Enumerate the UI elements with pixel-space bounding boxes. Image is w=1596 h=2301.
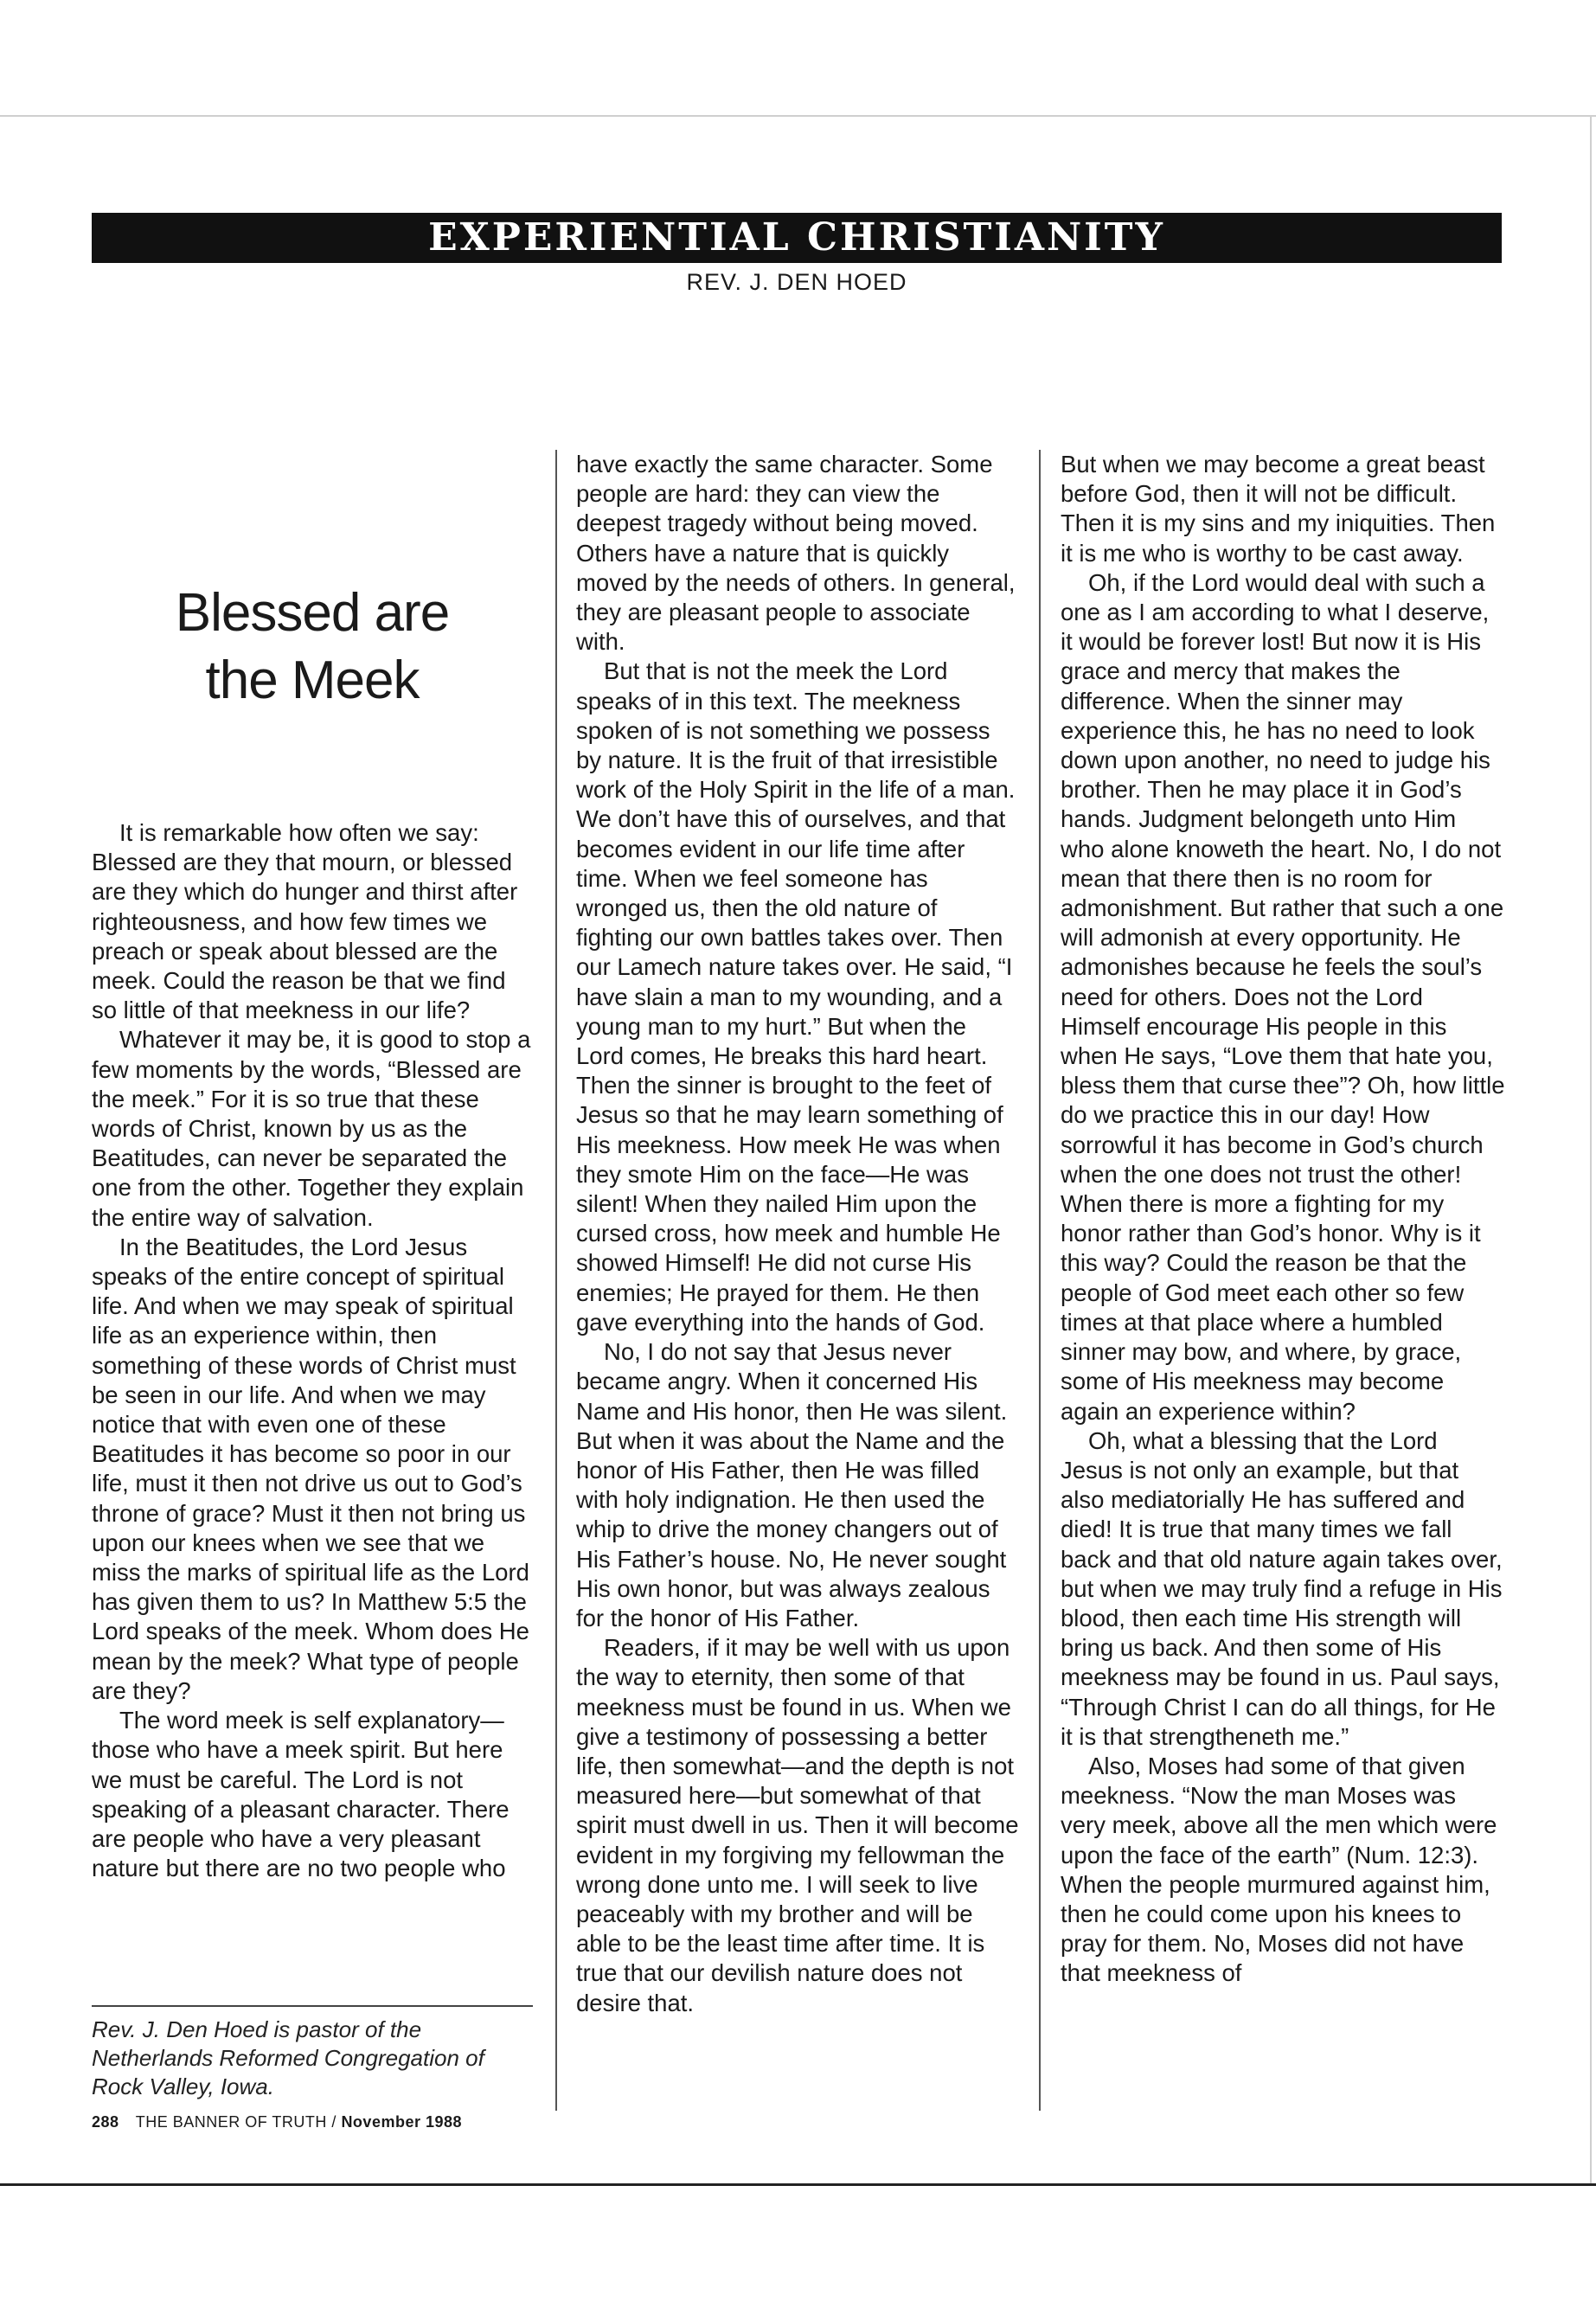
paragraph: Oh, if the Lord would deal with such a one as I am according to what I deserve, it would be forever lost! But now it is His grace and mercy that makes the difference. When the sinner may experience this, he has no need to look down upon another, no need to judge his brother. Then he may place it in God’s hands. Judgment belongeth unto Him who alone knoweth the heart. No, I do not mean that there then is no room for admonishment. But rather that such a one will admonish at every opportunity. He admonishes because he feels the soul’s need for others. Does not the Lord Himself encourage His people in this when He says, “Love them that hate you, bless them that curse thee”? Oh, how little do we practice this in our day! How sorrowful it has become in God’s church when the one does not trust the other! When there is more a fighting for my honor rather than God’s honor. Why is it this way? Could the reason be that the people of God meet each other so few times at that place where a humbled sinner may bow, and where, by grace, some of His meekness may become again an experience within? [1061, 568, 1505, 1425]
publication-name: THE BANNER OF TRUTH / [135, 2113, 337, 2131]
paragraph: But that is not the meek the Lord speaks of in this text. The meekness spoken of is not something we possess by nature. It is the fruit of that irresistible work of the Holy Spirit in the life of a man. We don’t have this of ourselves, and that becomes evident in our life time after time. When we feel someone has wronged us, then the old nature of fighting our own battles takes over. Then our Lamech nature takes over. He said, “I have slain a man to my wounding, and a young man to my hurt.” But when the Lord comes, He breaks this hard heart. Then the sinner is brought to the feet of Jesus so that he may learn something of His meekness. How meek He was when they smote Him on the face—He was silent! When they nailed Him upon the cursed cross, how meek and humble He showed Himself! He did not curse His enemies; He prayed for them. He then gave everything into the hands of God. [576, 657, 1016, 1336]
page-footer [92, 2113, 611, 2131]
section-banner: EXPERIENTIAL CHRISTIANITY [92, 213, 1502, 263]
paragraph: The word meek is self explanatory—those who have a meek spirit. But here we must be careful. The Lord is not speaking of a pleasant character. There are people who have a very pleasant nature but there are no two people who [92, 1707, 510, 1882]
page-right-edge [1590, 115, 1592, 2184]
paragraph: Readers, if it may be well with us upon the way to eternity, then some of that meekness must be found in us. When we give a testimony of possessing a better life, then somewhat—and the depth is not measured here—but somewhat of that spirit must dwell in us. Then it will become evident in my forgiving my fellowman the wrong done unto me. I will seek to live peaceably with my brother and will be able to be the least time after time. It is true that our devilish nature does not desire that. [576, 1634, 1019, 2016]
title-line-1: Blessed are [175, 583, 450, 643]
paragraph: Oh, what a blessing that the Lord Jesus is not only an example, but that also mediatorially He has suffered and died! It is true that many times we fall back and that old nature again takes over, but when we may truly find a refuge in His blood, then each time His strength will bring us back. And then some of His meekness may be found in us. Paul says, “Through Christ I can do all things, for He it is that strengtheneth me.” [1061, 1426, 1503, 1750]
column-2 [576, 450, 1019, 2018]
page-number: 288 [92, 2113, 119, 2131]
bio-divider [92, 2005, 533, 2007]
paragraph: In the Beatitudes, the Lord Jesus speaks of the entire concept of spiritual life. And when we may speak of spiritual life as an experience within, then something of these words of Christ must be seen in our life. And when we may notice that with even one of these Beatitudes it has become so poor in our life, must it then not drive us out to God’s throne of grace? Must it then not bring us upon our knees when we see that we miss the marks of spiritual life as the Lord has given them to us? In Matthew 5:5 the Lord speaks of the meek. Whom does He mean by the meek? What type of people are they? [92, 1233, 529, 1704]
paragraph: But when we may become a great beast before God, then it will not be difficult. Then it is my sins and my iniquities. Then it is me who is worthy to be cast away. [1061, 451, 1496, 567]
page-top-edge [0, 115, 1596, 117]
column-1 [92, 818, 535, 1883]
title-line-2: the Meek [205, 651, 420, 710]
paragraph: No, I do not say that Jesus never became angry. When it concerned His Name and His honor, then He was silent. But when it was about the Name and the honor of His Father, then He was filled with holy indignation. He then used the whip to drive the money changers out of His Father’s house. No, He never sought His own honor, but was always zealous for the honor of His Father. [576, 1338, 1008, 1631]
issue-date: November 1988 [341, 2113, 463, 2131]
author-byline: REV. J. DEN HOED [686, 269, 907, 295]
paragraph: Whatever it may be, it is good to stop a few moments by the words, “Blessed are the meek.” For it is so true that these words of Christ, known by us as the Beatitudes, can never be separated the one from the other. Together they explain the entire way of salvation. [92, 1026, 531, 1231]
paragraph: have exactly the same character. Some people are hard: they can view the deepest tragedy without being moved. Others have a nature that is quickly moved by the needs of others. In general, they are pleasant people to associate with. [576, 451, 1016, 656]
column-divider [555, 450, 557, 2111]
paragraph: It is remarkable how often we say: Blessed are they that mourn, or blessed are they which do hunger and thirst after righteousness, and how few times we preach or speak about blessed are the meek. Could the reason be that we find so little of that meekness in our life? [92, 819, 518, 1024]
author-bio: Rev. J. Den Hoed is pastor of the Netherlands Reformed Congregation of Rock Valley, Iowa. [92, 2016, 484, 2099]
paragraph: Also, Moses had some of that given meekness. “Now the man Moses was very meek, above all the men which were upon the face of the earth” (Num. 12:3). When the people murmured against him, then he could come upon his knees to pray for them. No, Moses did not have that meekness of [1061, 1752, 1497, 1987]
column-3 [1061, 450, 1505, 1989]
column-divider [1039, 450, 1041, 2111]
article-title [92, 580, 533, 715]
page-bottom-edge [0, 2183, 1596, 2186]
